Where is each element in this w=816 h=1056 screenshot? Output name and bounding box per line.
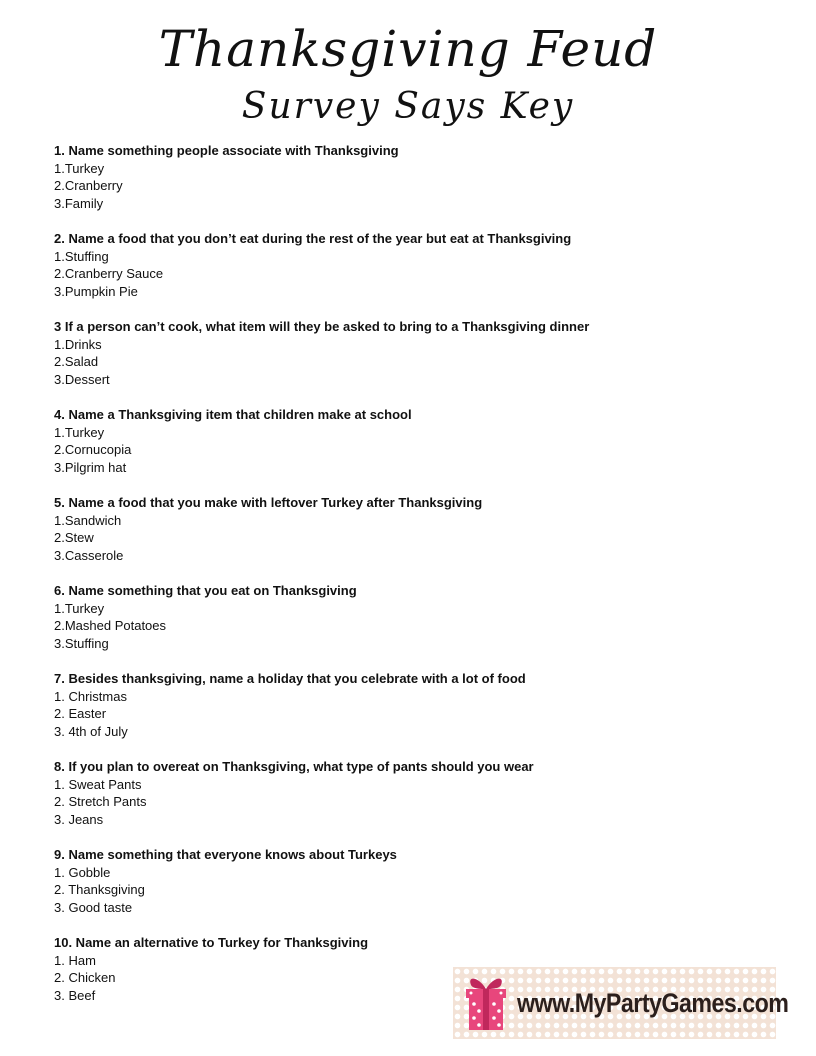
question-block bbox=[54, 582, 754, 670]
question-text: 3 If a person can’t cook, what item will they be asked to bring to a Thanksgiving dinner bbox=[54, 319, 590, 334]
gift-box-icon bbox=[461, 971, 511, 1035]
question-block bbox=[54, 846, 754, 934]
answer-item: 2. Stretch Pants bbox=[54, 794, 147, 809]
answer-item: 2.Stew bbox=[54, 530, 94, 545]
answer-item: 3.Casserole bbox=[54, 547, 124, 563]
answer-item: 1. Christmas bbox=[54, 688, 127, 704]
question-block bbox=[54, 494, 754, 582]
answer-item: 2.Cranberry bbox=[54, 178, 123, 193]
site-logo bbox=[453, 967, 789, 1039]
question-text: 7. Besides thanksgiving, name a holiday that you celebrate with a lot of food bbox=[54, 671, 526, 686]
answer-item: 1. Sweat Pants bbox=[54, 776, 142, 792]
question-block bbox=[54, 230, 754, 318]
answer-item: 2.Salad bbox=[54, 354, 99, 369]
answer-item: 2. Chicken bbox=[54, 970, 116, 985]
answer-item: 3.Pilgrim hat bbox=[54, 459, 127, 475]
answer-item: 2.Cornucopia bbox=[54, 442, 132, 457]
question-text: 4. Name a Thanksgiving item that children make at school bbox=[54, 407, 412, 422]
answer-item: 3. 4th of July bbox=[54, 723, 128, 739]
answer-item: 1. Gobble bbox=[54, 864, 111, 880]
answer-item: 2. Easter bbox=[54, 706, 107, 721]
question-text: 6. Name something that you eat on Thanksgiving bbox=[54, 583, 357, 598]
answer-item: 3. Beef bbox=[54, 987, 96, 1003]
question-list bbox=[54, 142, 754, 1022]
question-text: 10. Name an alternative to Turkey for Thanksgiving bbox=[54, 935, 369, 950]
answer-item: 1.Sandwich bbox=[54, 512, 122, 528]
question-block bbox=[54, 318, 754, 406]
question-block bbox=[54, 758, 754, 846]
answer-item: 3. Jeans bbox=[54, 811, 104, 827]
question-text: 8. If you plan to overeat on Thanksgiving, what type of pants should you wear bbox=[54, 759, 534, 774]
answer-item: 1.Turkey bbox=[54, 600, 105, 616]
answer-item: 1.Turkey bbox=[54, 160, 105, 176]
answer-item: 1. Ham bbox=[54, 952, 96, 968]
answer-item: 1.Drinks bbox=[54, 336, 102, 352]
answer-item: 1.Stuffing bbox=[54, 248, 109, 264]
answer-item: 3.Stuffing bbox=[54, 635, 109, 651]
page-subtitle: Survey Says Key bbox=[241, 86, 575, 127]
answer-item: 3.Pumpkin Pie bbox=[54, 283, 138, 299]
question-text: 5. Name a food that you make with leftover Turkey after Thanksgiving bbox=[54, 495, 483, 510]
question-text: 2. Name a food that you don’t eat during the rest of the year but eat at Thanksgiving bbox=[54, 231, 572, 246]
answer-item: 2.Mashed Potatoes bbox=[54, 618, 167, 633]
question-block bbox=[54, 670, 754, 758]
question-block bbox=[54, 142, 754, 230]
answer-item: 3.Family bbox=[54, 195, 104, 211]
question-text: 1. Name something people associate with Thanksgiving bbox=[54, 143, 399, 158]
page-title: Thanksgiving Feud bbox=[158, 20, 658, 78]
answer-item: 2. Thanksgiving bbox=[54, 882, 145, 897]
answer-item: 3. Good taste bbox=[54, 899, 133, 915]
answer-item: 3.Dessert bbox=[54, 371, 110, 387]
question-block bbox=[54, 406, 754, 494]
site-url: www.MyPartyGames.com bbox=[517, 987, 789, 1018]
answer-item: 2.Cranberry Sauce bbox=[54, 266, 164, 281]
question-text: 9. Name something that everyone knows about Turkeys bbox=[54, 847, 397, 862]
answer-item: 1.Turkey bbox=[54, 424, 105, 440]
